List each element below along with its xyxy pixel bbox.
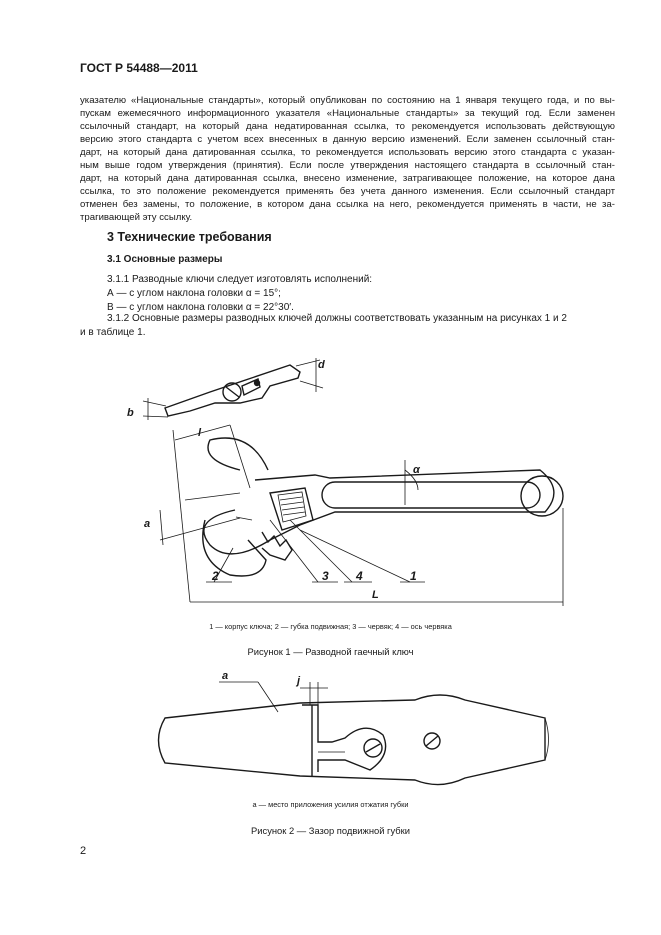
label-part-4: 4 [356, 569, 363, 583]
intro-line: трагивающей эту ссылку. [80, 212, 193, 223]
intro-line: пускам ежемесячного информационного указателя «Национальные стандарты» за текущий год. Если заменен [80, 108, 615, 119]
intro-line: версию этого стандарта с учетом всех внесенных в данную версию изменений. Если заменен ссылочный стан- [80, 134, 615, 145]
figure-2-caption: Рисунок 2 — Зазор подвижной губки [251, 825, 410, 836]
intro-line: отменен без замены, то положение, в котором дана ссылка на него, рекомендуется применять в части, не за- [80, 199, 615, 210]
intro-line: указателю «Национальные стандарты», который опубликован по состоянию на 1 января текущего года, и по вы- [80, 95, 615, 106]
option-a: А — с углом наклона головки α = 15°; [107, 288, 281, 299]
figure-1-caption: Рисунок 1 — Разводной гаечный ключ [247, 646, 414, 657]
paragraph-3-1-2: 3.1.2 Основные размеры разводных ключей должны соответствовать указанным на рисунках 1 и 2 [107, 313, 567, 324]
label-alpha: α [413, 464, 420, 476]
label-part-3: 3 [322, 569, 329, 583]
section-title: 3 Технические требования [107, 230, 272, 244]
label-L: L [372, 589, 379, 601]
figure-1-legend: 1 — корпус ключа; 2 — губка подвижная; 3 — червяк; 4 — ось червяка [209, 622, 452, 631]
page-number: 2 [80, 845, 87, 857]
label-d: d [318, 359, 325, 371]
paragraph-3-1-2-cont: и в таблице 1. [80, 327, 146, 338]
subsection-title: 3.1 Основные размеры [107, 254, 223, 265]
label-part-1: 1 [410, 569, 417, 583]
label-j: j [297, 675, 301, 687]
option-b: В — с углом наклона головки α = 22°30′. [107, 302, 294, 313]
document-header: ГОСТ Р 54488—2011 [80, 61, 198, 75]
label-l: l [198, 427, 202, 439]
label-b: b [127, 407, 134, 419]
label-a: a [144, 518, 151, 530]
intro-line: ссылочный стандарт, на который дана недатированная ссылка, то рекомендуется использовать действующую [80, 121, 615, 132]
paragraph-3-1-1: 3.1.1 Разводные ключи следует изготовлять исполнений: [107, 274, 373, 285]
intro-line: дарт, на который дана датированная ссылка, то рекомендуется использовать версию этого стандарта с указан- [80, 147, 615, 158]
label-part-2: 2 [212, 569, 219, 583]
figure-2-legend: а — место приложения усилия отжатия губки [252, 800, 409, 809]
intro-line: ным выше годом утверждения (принятия). Если после утверждения настоящего стандарта в ссылочный стан- [80, 160, 615, 171]
jaw-gap-view [159, 695, 549, 785]
intro-line: дарт, на который дана датированная ссылка, внесено изменение, затрагивающее положение, на которое дана [80, 173, 615, 184]
label-force-point: а [222, 670, 229, 682]
intro-line: ссылка, то это положение рекомендуется применять без учета данного изменения. Если ссылочный стандарт [80, 186, 615, 197]
